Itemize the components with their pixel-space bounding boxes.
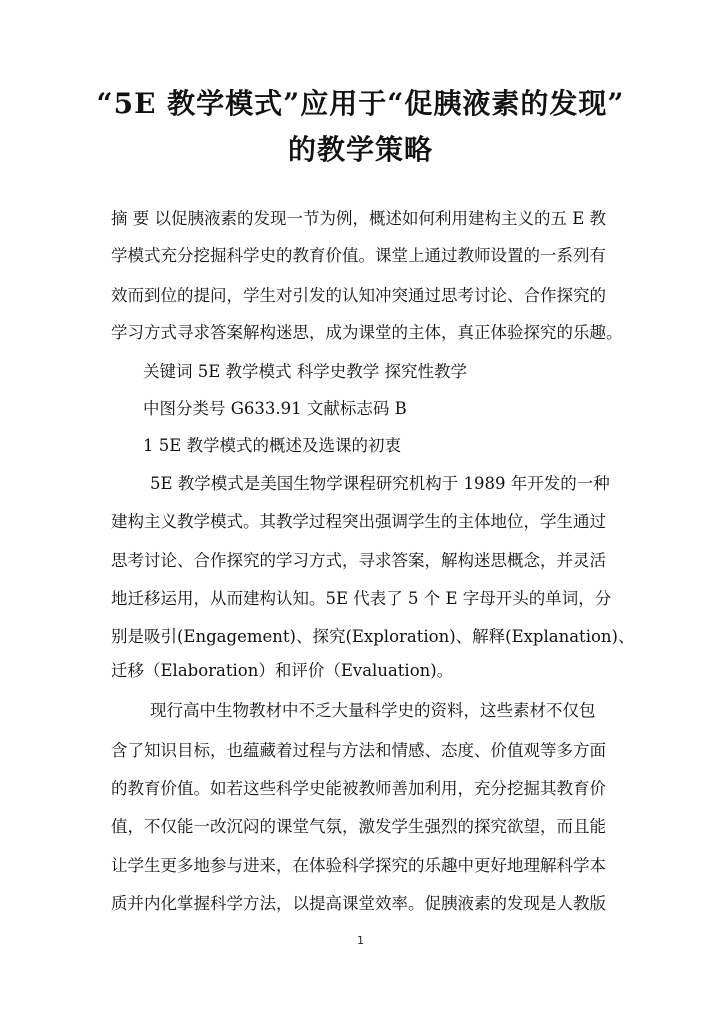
paragraph-line: 建构主义教学模式。其教学过程突出强调学生的主体地位，学生通过	[111, 512, 606, 531]
paragraph-line: 现行高中生物教材中不乏大量科学史的资料，这些素材不仅包	[150, 701, 596, 720]
paragraph-line: 思考讨论、合作探究的学习方式，寻求答案，解构迷思概念，并灵活	[111, 551, 606, 570]
paragraph-line: 5E 教学模式是美国生物学课程研究机构于 1989 年开发的一种	[150, 474, 610, 493]
paragraph-line: 地迁移运用，从而建构认知。5E 代表了 5 个 E 字母开头的单词，分	[111, 589, 612, 608]
title-line-2: 的教学策略	[287, 133, 433, 166]
abstract-line: 效而到位的提问，学生对引发的认知冲突通过思考讨论、合作探究的	[111, 286, 606, 305]
title-line-1: “5E 教学模式”应用于“促胰液素的发现”	[96, 87, 625, 120]
paragraph-line: 的教育价值。如若这些科学史能被教师善加利用，充分挖掘其教育价	[111, 779, 606, 798]
page-number: 1	[357, 934, 364, 947]
section-heading: 1 5E 教学模式的概述及选课的初衷	[143, 436, 402, 455]
paragraph-line: 质并内化掌握科学方法，以提高课堂效率。促胰液素的发现是人教版	[111, 894, 606, 913]
paragraph-line: 值，不仅能一改沉闷的课堂气氛，激发学生强烈的探究欲望，而且能	[111, 817, 606, 836]
paragraph-line: 含了知识目标，也蕴藏着过程与方法和情感、态度、价值观等多方面	[111, 741, 606, 760]
keywords: 关键词 5E 教学模式 科学史教学 探究性教学	[143, 362, 468, 381]
abstract-line: 学习方式寻求答案解构迷思，成为课堂的主体，真正体验探究的乐趣。	[111, 323, 623, 342]
paragraph-line: 别是吸引(Engagement)、探究(Exploration)、解释(Explanation)、	[111, 627, 635, 646]
abstract-line: 学模式充分挖掘科学史的教育价值。课堂上通过教师设置的一系列有	[111, 246, 606, 265]
classification-code: 中图分类号 G633.91 文献标志码 B	[143, 399, 407, 418]
paragraph-line: 让学生更多地参与进来，在体验科学探究的乐趣中更好地理解科学本	[111, 856, 606, 875]
paragraph-line: 迁移（Elaboration）和评价（Evaluation)。	[111, 661, 454, 680]
abstract-line: 摘 要 以促胰液素的发现一节为例，概述如何利用建构主义的五 E 教	[111, 209, 607, 228]
